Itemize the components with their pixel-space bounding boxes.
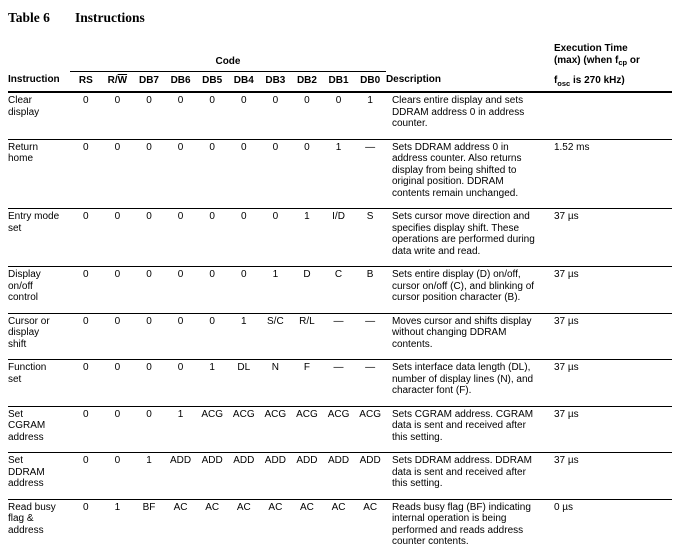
bit-cell-db7: 0: [133, 313, 165, 360]
col-db0: DB0: [354, 71, 386, 92]
bit-cell-db1: 0: [323, 92, 355, 139]
bit-cell-db5: 0: [196, 313, 228, 360]
bit-cell-db7: 0: [133, 406, 165, 453]
table-number: Table 6: [8, 10, 50, 25]
bit-cell-db4: DL: [228, 360, 260, 407]
bit-cell-db2: 0: [291, 139, 323, 209]
bit-cell-db2: ACG: [291, 406, 323, 453]
bit-cell-db3: ACG: [260, 406, 292, 453]
bit-cell-db3: S/C: [260, 313, 292, 360]
bit-cell-db0: ACG: [354, 406, 386, 453]
bit-cell-db2: 1: [291, 209, 323, 267]
bit-cell-db4: 0: [228, 267, 260, 314]
bit-cell-db0: —: [354, 139, 386, 209]
table-row: [8, 453, 672, 500]
description-cell: Sets DDRAM address 0 in address counter. Also returns display from being shifted to original position. DDRAM contents remain unchanged.: [386, 139, 548, 209]
bit-cell-rw: 0: [102, 313, 134, 360]
bit-cell-db1: I/D: [323, 209, 355, 267]
bit-cell-rs: 0: [70, 267, 102, 314]
bit-cell-db4: 1: [228, 313, 260, 360]
instruction-cell: Read busy flag & address: [8, 499, 70, 552]
execution-time-cell: 37 µs: [548, 360, 672, 407]
bit-cell-db7: 1: [133, 453, 165, 500]
bit-cell-db6: AC: [165, 499, 197, 552]
bit-cell-rw: 0: [102, 92, 134, 139]
execution-time-line1: Execution Time: [553, 43, 628, 54]
table-row: [8, 313, 672, 360]
fcp-subscript: cp: [618, 58, 628, 67]
bit-cell-db6: 0: [165, 267, 197, 314]
bit-cell-db6: 0: [165, 92, 197, 139]
col-db3: DB3: [260, 71, 292, 92]
w-overline: $\overline{W}$: [117, 74, 128, 86]
table-row: [8, 499, 672, 552]
bit-cell-db1: —: [323, 360, 355, 407]
bit-cell-rw: 1: [102, 499, 134, 552]
bit-cell-db1: 1: [323, 139, 355, 209]
bit-cell-rs: 0: [70, 313, 102, 360]
bit-cell-db6: 0: [165, 360, 197, 407]
table-body: [8, 92, 672, 552]
description-cell: Moves cursor and shifts display without changing DDRAM contents.: [386, 313, 548, 360]
bit-cell-db1: ADD: [323, 453, 355, 500]
description-cell: Sets CGRAM address. CGRAM data is sent and received after this setting.: [386, 406, 548, 453]
bit-cell-db5: 0: [196, 139, 228, 209]
instruction-cell: Display on/off control: [8, 267, 70, 314]
col-db2: DB2: [291, 71, 323, 92]
instructions-table: [8, 43, 672, 552]
bit-cell-db4: 0: [228, 139, 260, 209]
bit-cell-db3: 1: [260, 267, 292, 314]
description-cell: Sets cursor move direction and specifies display shift. These operations are performed during data write and read.: [386, 209, 548, 267]
bit-cell-rs: 0: [70, 360, 102, 407]
bit-cell-db2: AC: [291, 499, 323, 552]
bit-cell-db7: 0: [133, 209, 165, 267]
bit-cell-db3: 0: [260, 209, 292, 267]
bit-cell-db2: F: [291, 360, 323, 407]
table-row: [8, 209, 672, 267]
col-description: Description: [386, 71, 548, 92]
bit-cell-rw: 0: [102, 209, 134, 267]
execution-time-cell: 37 µs: [548, 209, 672, 267]
bit-cell-db5: 0: [196, 267, 228, 314]
bit-cell-db4: 0: [228, 209, 260, 267]
bit-cell-rs: 0: [70, 499, 102, 552]
execution-time-cell: 1.52 ms: [548, 139, 672, 209]
description-cell: Reads busy flag (BF) indicating internal operation is being performed and reads address counter contents.: [386, 499, 548, 552]
bit-cell-db7: BF: [133, 499, 165, 552]
execution-time-line2: (max) (when $f_{cp}$ or: [553, 54, 640, 67]
bit-cell-rs: 0: [70, 406, 102, 453]
bit-cell-db2: 0: [291, 92, 323, 139]
bit-cell-db6: 0: [165, 313, 197, 360]
code-group-header: Code: [70, 43, 386, 71]
bit-cell-db5: ACG: [196, 406, 228, 453]
bit-cell-db1: AC: [323, 499, 355, 552]
col-db1: DB1: [323, 71, 355, 92]
bit-cell-db3: 0: [260, 139, 292, 209]
instruction-cell: Set CGRAM address: [8, 406, 70, 453]
table-row: [8, 406, 672, 453]
bit-cell-db1: ACG: [323, 406, 355, 453]
bit-cell-db4: AC: [228, 499, 260, 552]
table-row: [8, 360, 672, 407]
bit-cell-db3: N: [260, 360, 292, 407]
execution-time-cell: [548, 92, 672, 139]
table-title: [8, 10, 678, 26]
bit-cell-db7: 0: [133, 360, 165, 407]
execution-time-line3: $f_{osc}$ is 270 kHz): [553, 75, 625, 88]
execution-time-cell: 37 µs: [548, 453, 672, 500]
table-row: [8, 267, 672, 314]
instruction-cell: Cursor or display shift: [8, 313, 70, 360]
table-row: [8, 92, 672, 139]
bit-cell-rw: 0: [102, 453, 134, 500]
bit-cell-db7: 0: [133, 92, 165, 139]
col-rs: RS: [70, 71, 102, 92]
table-name: Instructions: [75, 10, 145, 25]
bit-cell-db6: 0: [165, 209, 197, 267]
bit-cell-db0: —: [354, 360, 386, 407]
bit-cell-db0: AC: [354, 499, 386, 552]
bit-cell-rw: 0: [102, 267, 134, 314]
table-header: [8, 43, 672, 92]
description-cell: Sets interface data length (DL), number of display lines (N), and character font (F).: [386, 360, 548, 407]
col-db6: DB6: [165, 71, 197, 92]
bit-cell-db0: B: [354, 267, 386, 314]
bit-cell-db5: 0: [196, 92, 228, 139]
instruction-cell: Clear display: [8, 92, 70, 139]
instruction-cell: Set DDRAM address: [8, 453, 70, 500]
bit-cell-rw: 0: [102, 139, 134, 209]
col-db4: DB4: [228, 71, 260, 92]
bit-cell-rs: 0: [70, 453, 102, 500]
bit-cell-db5: ADD: [196, 453, 228, 500]
bit-cell-db6: 1: [165, 406, 197, 453]
fosc-subscript: osc: [557, 78, 571, 88]
bit-cell-db0: S: [354, 209, 386, 267]
bit-cell-db0: —: [354, 313, 386, 360]
bit-cell-db4: ADD: [228, 453, 260, 500]
bit-cell-db2: D: [291, 267, 323, 314]
header-spacer-description: [386, 43, 548, 71]
bit-cell-db1: C: [323, 267, 355, 314]
bit-cell-db3: AC: [260, 499, 292, 552]
bit-cell-rs: 0: [70, 139, 102, 209]
bit-cell-db5: 0: [196, 209, 228, 267]
description-cell: Clears entire display and sets DDRAM address 0 in address counter.: [386, 92, 548, 139]
execution-time-cell: 37 µs: [548, 406, 672, 453]
description-cell: Sets DDRAM address. DDRAM data is sent and received after this setting.: [386, 453, 548, 500]
bit-cell-db2: ADD: [291, 453, 323, 500]
execution-time-cell: 37 µs: [548, 313, 672, 360]
instruction-cell: Function set: [8, 360, 70, 407]
bit-cell-rw: 0: [102, 360, 134, 407]
bit-cell-db6: 0: [165, 139, 197, 209]
bit-cell-db3: 0: [260, 92, 292, 139]
col-db7: DB7: [133, 71, 165, 92]
bit-cell-db2: R/L: [291, 313, 323, 360]
bit-cell-db0: ADD: [354, 453, 386, 500]
header-spacer-instruction: [8, 43, 70, 71]
col-instruction: Instruction: [8, 71, 70, 92]
bit-cell-db7: 0: [133, 267, 165, 314]
bit-cell-rs: 0: [70, 92, 102, 139]
bit-cell-rs: 0: [70, 209, 102, 267]
execution-time-cell: 0 µs: [548, 499, 672, 552]
bit-cell-db1: —: [323, 313, 355, 360]
col-db5: DB5: [196, 71, 228, 92]
bit-cell-db3: ADD: [260, 453, 292, 500]
bit-cell-db6: ADD: [165, 453, 197, 500]
execution-time-cell: 37 µs: [548, 267, 672, 314]
bit-cell-rw: 0: [102, 406, 134, 453]
bit-cell-db4: 0: [228, 92, 260, 139]
description-cell: Sets entire display (D) on/off, cursor on/off (C), and blinking of cursor position character (B).: [386, 267, 548, 314]
code-span-row: [8, 43, 672, 71]
table-row: [8, 139, 672, 209]
instruction-cell: Return home: [8, 139, 70, 209]
col-rw: $R/\overline{W}$: [102, 71, 134, 92]
instruction-cell: Entry mode set: [8, 209, 70, 267]
bit-cell-db7: 0: [133, 139, 165, 209]
bit-cell-db4: ACG: [228, 406, 260, 453]
bit-cell-db0: 1: [354, 92, 386, 139]
bit-cell-db5: 1: [196, 360, 228, 407]
bit-cell-db5: AC: [196, 499, 228, 552]
execution-time-header: [548, 43, 672, 92]
